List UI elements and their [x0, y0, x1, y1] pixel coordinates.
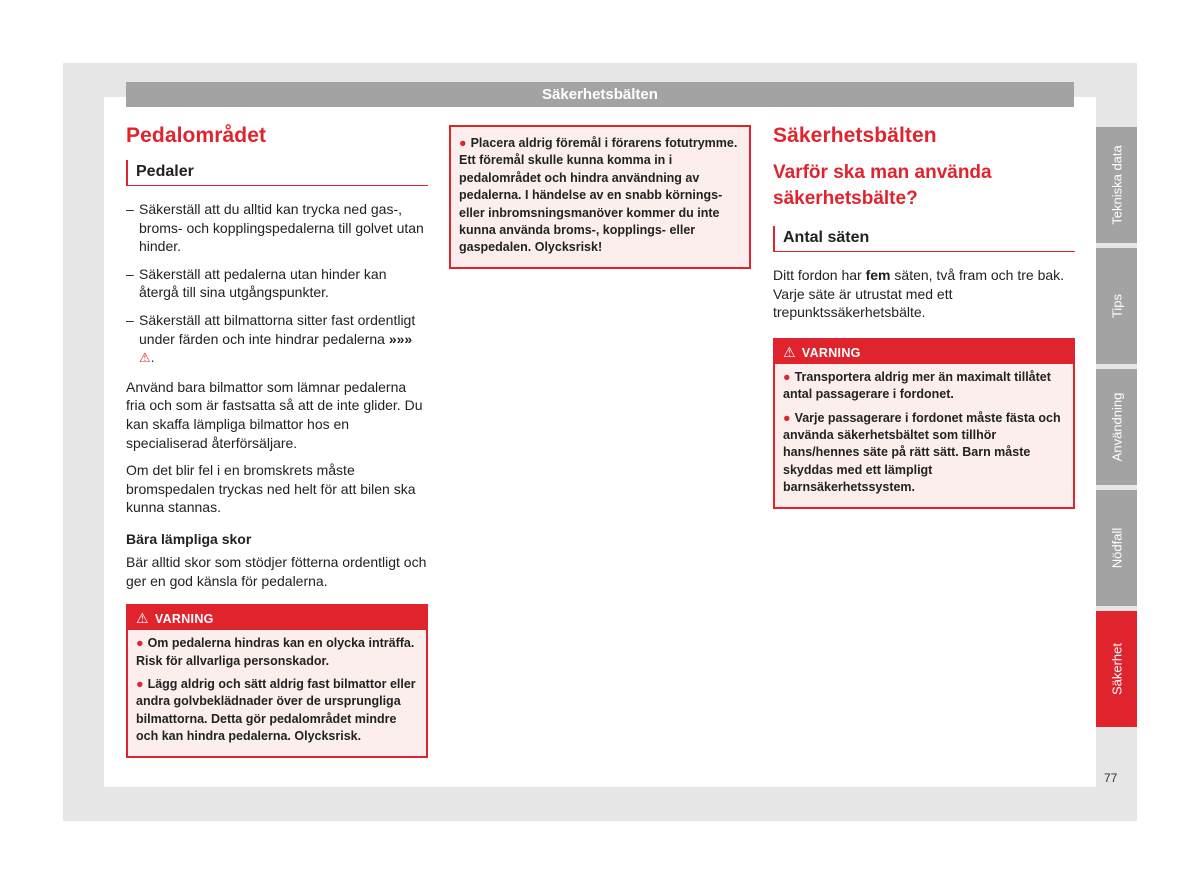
page-number: 77	[1104, 771, 1118, 785]
subsection-pedals: Pedaler	[126, 160, 428, 186]
tab-nodfall[interactable]	[1096, 490, 1137, 606]
warning-triangle-icon: ⚠	[139, 350, 151, 366]
warning-label: VARNING	[154, 612, 214, 627]
list-item	[126, 311, 428, 368]
list-item	[126, 200, 428, 256]
paragraph-bold: fem	[865, 267, 891, 283]
warning-item-text: Transportera aldrig mer än maximalt tillåtet antal passagerare i fordonet.	[783, 369, 1051, 402]
warning-body	[775, 364, 1073, 507]
column-pedal-area	[126, 120, 428, 758]
warning-label: VARNING	[801, 345, 861, 360]
list-item-text: Säkerställ att bilmattorna sitter fast ordentligt under färden och inte hindrar pedalerna	[139, 311, 416, 347]
dash-marker: –	[126, 311, 134, 328]
column-warning-continued	[449, 120, 751, 269]
tab-label: Säkerhet	[1109, 642, 1124, 696]
warning-header	[128, 606, 426, 630]
list-item-text: Säkerställ att du alltid kan trycka ned gas-, broms- och kopplingspedalerna till golvet utan hinder.	[139, 201, 424, 255]
warning-header	[775, 340, 1073, 364]
paragraph: Om det blir fel i en bromskrets måste bromspedalen tryckas ned helt för att bilen ska kunna stannas.	[126, 462, 416, 516]
chapter-header-title: Säkerhetsbälten	[542, 86, 658, 103]
bullet-icon: ●	[136, 636, 144, 651]
chapter-header	[126, 82, 1074, 107]
tab-sakerhet[interactable]	[1096, 611, 1137, 727]
tab-label: Tekniska data	[1109, 145, 1124, 225]
paragraph-text: säten, två fram och tre bak. Varje säte är utrustat med ett trepunktssäkerhetsbälte.	[773, 267, 1065, 321]
section-title-seatbelts: Säkerhetsbälten	[773, 124, 937, 147]
minor-heading-shoes: Bära lämpliga skor	[126, 530, 252, 547]
warning-triangle-icon: ⚠	[783, 343, 796, 360]
tab-label: Användning	[1109, 392, 1124, 462]
warning-item	[459, 135, 741, 257]
warning-body	[128, 630, 426, 755]
column-seatbelts	[773, 120, 1075, 509]
list-item-suffix: .	[150, 349, 155, 366]
warning-item	[136, 676, 418, 746]
paragraph: Bär alltid skor som stödjer fötterna ordentligt och ger en god känsla för pedalerna.	[126, 553, 427, 589]
bullet-icon: ●	[783, 369, 791, 384]
dash-marker: –	[126, 201, 134, 217]
subtitle-why-seatbelt: Varför ska man använda säkerhetsbälte?	[773, 162, 992, 209]
warning-item	[783, 410, 1065, 497]
reference-chevrons-icon: »»»	[388, 330, 413, 347]
paragraph: Använd bara bilmattor som lämnar pedalerna fria och som är fastsatta så att de inte glider. Du kan skaffa lämpliga bilmattor hos en specialiserad återförsäljare.	[126, 378, 423, 451]
warning-item	[783, 369, 1065, 404]
list-item-text: Säkerställ att pedalerna utan hinder kan återgå till sina utgångspunkter.	[139, 265, 387, 301]
section-title-pedal-area: Pedalområdet	[126, 124, 267, 147]
tab-tips[interactable]	[1096, 248, 1137, 364]
bullet-icon: ●	[136, 676, 144, 691]
tab-tekniska-data[interactable]	[1096, 127, 1137, 243]
tab-label: Nödfall	[1109, 527, 1124, 569]
bullet-icon: ●	[459, 136, 467, 150]
warning-body	[451, 127, 749, 267]
warning-item-text: Placera aldrig föremål i förarens fotutrymme. Ett föremål skulle kunna komma in i pedalområdet och hindra användning av pedalerna. I händelse av en snabb körnings- eller inbromsningsmanöver kommer du inte kunna använda broms-, kopplings- eller gaspedalen. Olycksrisk!	[459, 136, 738, 255]
warning-triangle-icon: ⚠	[136, 610, 149, 627]
warning-box	[773, 338, 1075, 509]
warning-item-text: Varje passagerare i fordonet måste fästa och använda säkerhetsbältet som tillhör hans/hennes säte på rätt sätt. Barn måste skyddas med ett lämpligt barnsäkerhetssystem.	[783, 410, 1061, 495]
warning-item	[136, 635, 418, 670]
paragraph-seats	[773, 266, 1075, 322]
subsection-number-of-seats: Antal säten	[773, 226, 1075, 252]
tab-anvandning[interactable]	[1096, 369, 1137, 485]
dash-marker: –	[126, 265, 134, 282]
pedal-checklist	[126, 200, 428, 368]
warning-box	[126, 604, 428, 757]
bullet-icon: ●	[783, 410, 791, 425]
warning-box-continued	[449, 125, 751, 269]
warning-item-text: Lägg aldrig och sätt aldrig fast bilmattor eller andra golvbeklädnader över de ursprungliga bilmattorna. Detta gör pedalområdet mindre och kan hindra pedalerna. Olycksrisk.	[136, 676, 416, 744]
list-item	[126, 265, 428, 302]
paragraph-text: Ditt fordon har	[773, 267, 866, 283]
warning-item-text: Om pedalerna hindras kan en olycka inträffa. Risk för allvarliga personskador.	[136, 636, 415, 668]
tab-label: Tips	[1109, 293, 1124, 319]
